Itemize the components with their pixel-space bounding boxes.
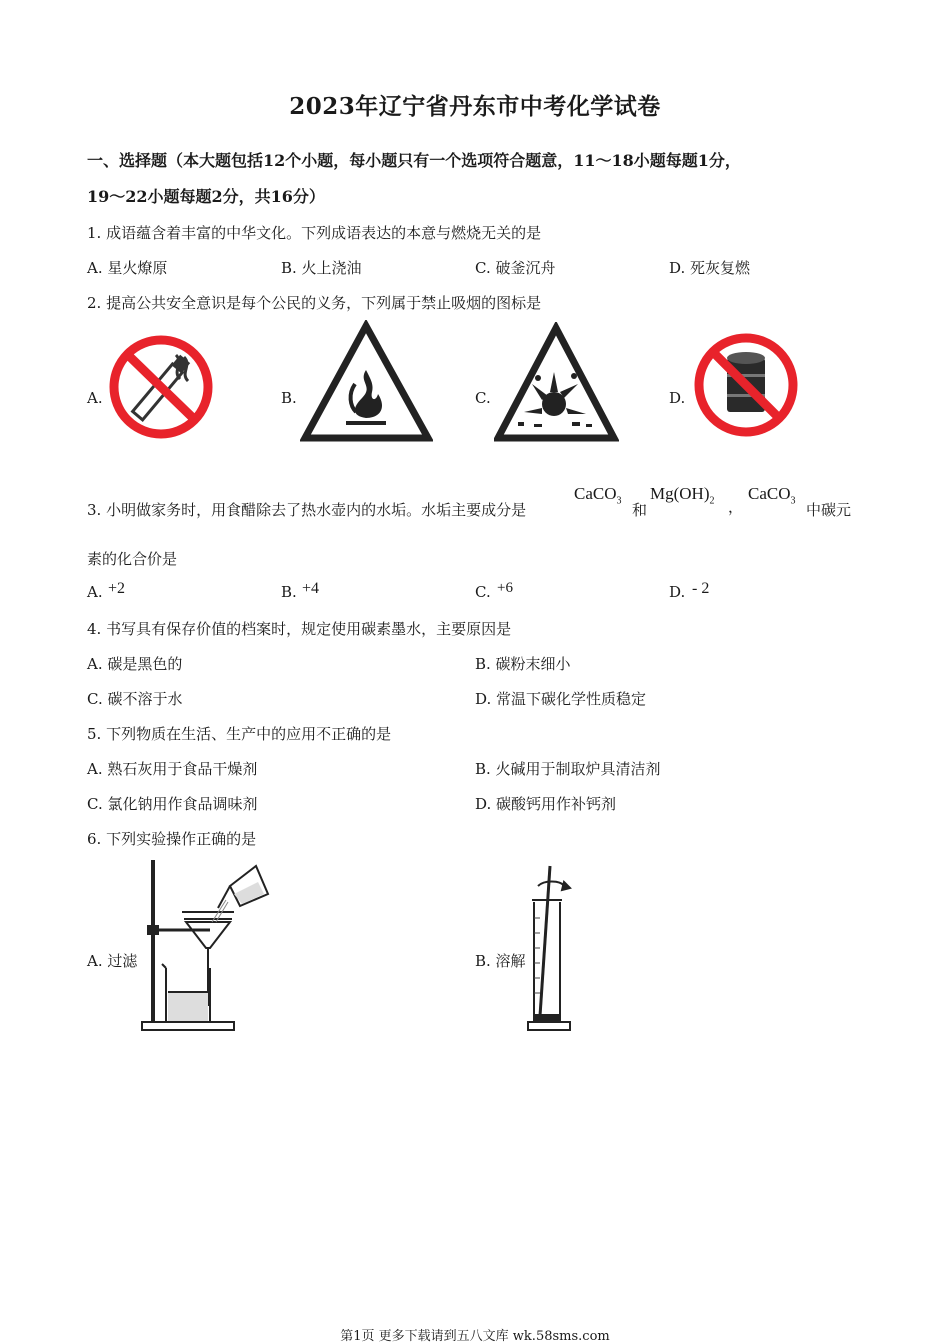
page-title: 2023年辽宁省丹东市中考化学试卷 xyxy=(289,93,661,120)
formula-mgoh2: $Mg(OH)_2$ xyxy=(650,484,715,507)
filtration-apparatus-icon xyxy=(138,856,280,1034)
section-heading-line2: 19～22小题每题2分，共16分） xyxy=(87,187,325,206)
q3-comma: ， xyxy=(728,498,744,516)
q1-option-a: A. 星火燎原 xyxy=(87,259,168,277)
q3-value-a: +2 xyxy=(108,580,126,597)
formula-caco3-1: CaCO$_3$ xyxy=(574,484,622,507)
q5-option-d: D. 碳酸钙用作补钙剂 xyxy=(475,795,617,813)
explosive-warning-sign-icon xyxy=(494,322,619,444)
flammable-warning-sign-icon xyxy=(300,320,433,444)
q3-value-d: - 2 xyxy=(692,580,710,597)
q3-label-a: A. xyxy=(87,583,103,601)
q3-and: 和 xyxy=(632,501,648,519)
q4-option-b: B. 碳粉末细小 xyxy=(475,655,571,673)
question-1-stem: 1. 成语蕴含着丰富的中华文化。下列成语表达的本意与燃烧无关的是 xyxy=(87,224,542,242)
question-2-stem: 2. 提高公共安全意识是每个公民的义务，下列属于禁止吸烟的图标是 xyxy=(87,294,542,312)
q3-value-b: +4 xyxy=(302,580,320,597)
q4-option-a: A. 碳是黑色的 xyxy=(87,655,183,673)
q3-label-d: D. xyxy=(669,583,686,601)
page-footer: 第1页 更多下载请到五八文库 wk.58sms.com xyxy=(340,1329,610,1344)
formula-caco3-2: CaCO$_3$ xyxy=(748,484,796,507)
question-3-stem: 3. 小明做家务时，用食醋除去了热水壶内的水垢。水垢主要成分是 xyxy=(87,501,527,519)
q4-option-d: D. 常温下碳化学性质稳定 xyxy=(475,690,647,708)
q5-option-a: A. 熟石灰用于食品干燥剂 xyxy=(87,760,258,778)
no-smoking-sign-icon xyxy=(106,333,216,441)
q2-label-b: B. xyxy=(281,389,297,407)
q5-option-b: B. 火碱用于制取炉具清洁剂 xyxy=(475,760,661,778)
question-6-stem: 6. 下列实验操作正确的是 xyxy=(87,830,257,848)
question-5-stem: 5. 下列物质在生活、生产中的应用不正确的是 xyxy=(87,725,392,743)
q5-option-c: C. 氯化钠用作食品调味剂 xyxy=(87,795,258,813)
q1-option-d: D. 死灰复燃 xyxy=(669,259,751,277)
q2-label-a: A. xyxy=(87,389,103,407)
q3-label-c: C. xyxy=(475,583,491,601)
question-4-stem: 4. 书写具有保存价值的档案时，规定使用碳素墨水，主要原因是 xyxy=(87,620,512,638)
q1-option-c: C. 破釜沉舟 xyxy=(475,259,556,277)
q2-label-d: D. xyxy=(669,389,686,407)
q3-stem-part2: 中碳元 xyxy=(806,501,852,519)
q6-option-a: A. 过滤 xyxy=(87,952,138,970)
q3-label-b: B. xyxy=(281,583,297,601)
section-heading-line1: 一、选择题（本大题包括12个小题，每小题只有一个选项符合题意，11～18小题每题1分， xyxy=(87,151,741,170)
q6-option-b: B. 溶解 xyxy=(475,952,526,970)
no-barrel-sign-icon xyxy=(691,330,801,440)
q1-option-b: B. 火上浇油 xyxy=(281,259,362,277)
graduated-cylinder-icon xyxy=(520,858,580,1034)
q2-label-c: C. xyxy=(475,389,491,407)
q3-stem-line2: 素的化合价是 xyxy=(87,550,178,568)
q3-value-c: +6 xyxy=(497,580,513,596)
q4-option-c: C. 碳不溶于水 xyxy=(87,690,183,708)
